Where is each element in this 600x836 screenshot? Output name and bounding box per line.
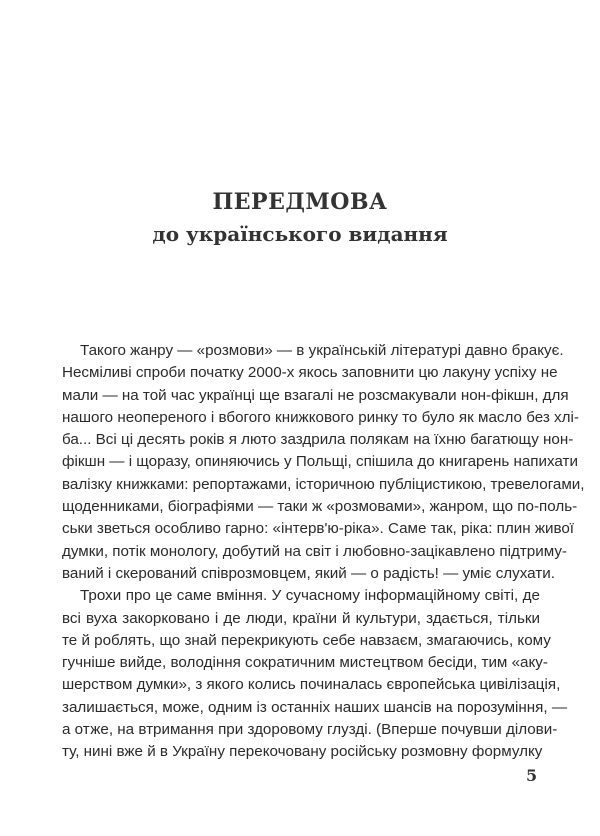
text-line: всі вуха закорковано і де люди, країни й культури, здається, тільки xyxy=(62,609,540,627)
text-line: валізку книжками: репортажами, історичною публіцистикою, тревелогами, xyxy=(62,475,585,493)
text-line: ту, нині вже й в Україну перекочовану російську розмовну формулку xyxy=(62,743,543,761)
text-line: Трохи про це саме вміння. У сучасному інформаційному світі, де xyxy=(80,587,540,605)
text-line: щоденниками, біографіями — таки ж «розмовами», жанром, що по-поль- xyxy=(62,498,578,516)
chapter-title: ПЕРЕДМОВА xyxy=(212,189,388,215)
page-number: 5 xyxy=(526,766,538,785)
chapter-subtitle: до українського видання xyxy=(152,222,448,246)
text-line: а отже, на втримання при здоровому глузді. (Вперше почувши ділови- xyxy=(62,721,558,739)
text-line: залишається, може, одним із останніх наших шансів на порозуміння, — xyxy=(62,698,568,716)
text-line: гучніше вийде, володіння сократичним мистецтвом бесіди, тим «аку- xyxy=(62,654,548,672)
text-line: ваний і скерований співрозмовцем, який — о радість! — уміє слухати. xyxy=(62,564,555,582)
chapter-heading xyxy=(0,186,600,250)
text-line: те й роблять, що знай перекрикують себе навзаєм, змагаючись, кому xyxy=(62,631,551,649)
body-text xyxy=(62,340,585,764)
text-line: фікшн — і щоразу, опиняючись у Польщі, спішила до книгарень напихати xyxy=(62,453,578,471)
text-line: Несміливі спроби початку 2000-х якось заповнити цю лакуну успіху не xyxy=(62,364,558,382)
text-line: мали — на той час українці ще взагалі не розсмакували нон-фікшн, для xyxy=(62,386,569,404)
text-line: ба... Всі ці десять років я люто заздрила полякам на їхню багатющу нон- xyxy=(62,431,574,449)
text-line: Такого жанру — «розмови» — в українській літературі давно бракує. xyxy=(80,342,564,359)
paragraph xyxy=(62,585,568,763)
text-line: шерством думки», з якого колись починалась європейська цивілізація, xyxy=(62,676,561,694)
text-line: думки, потік монологу, добутий на світ і любовно-зацікавлено підтриму- xyxy=(62,542,567,560)
text-line: ськи зветься особливо гарно: «інтерв'ю-ріка». Саме так, ріка: плин живої xyxy=(62,520,575,538)
paragraph xyxy=(62,340,585,585)
text-line: нашого неопереного і вбогого книжкового ринку то було як масло без хлі- xyxy=(62,408,579,426)
